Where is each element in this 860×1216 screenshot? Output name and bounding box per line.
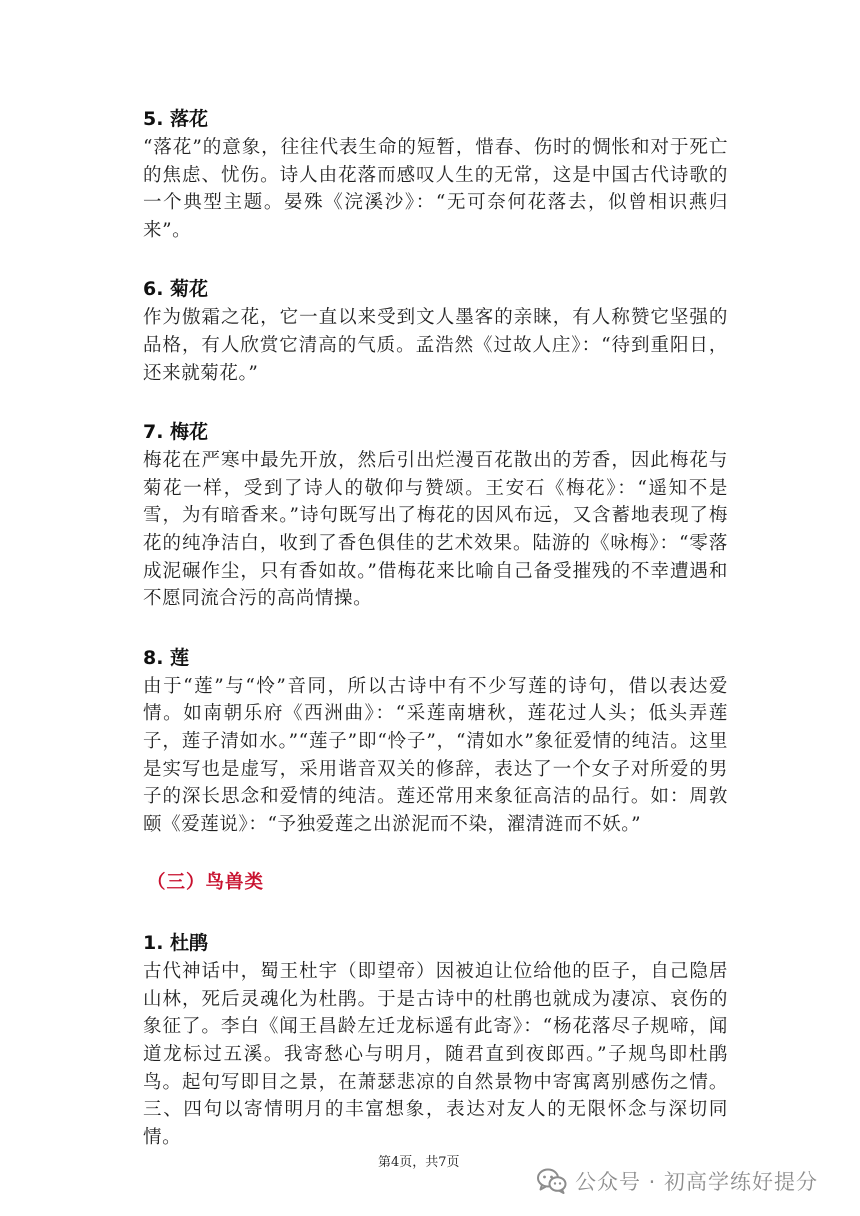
section-heading: （三）鸟兽类 <box>147 872 265 894</box>
item-meihua <box>143 417 728 613</box>
spacer <box>143 613 728 643</box>
spacer <box>143 838 728 868</box>
item-title: 1. 杜鹃 <box>143 932 209 955</box>
item-title: 5. 落花 <box>143 108 209 130</box>
spacer <box>143 898 728 928</box>
item-juhua <box>143 274 728 387</box>
item-luohua <box>143 104 728 244</box>
page-number: 第4页，共7页 <box>378 1155 460 1170</box>
spacer <box>143 387 728 417</box>
watermark <box>537 1166 818 1196</box>
spacer <box>143 244 728 274</box>
item-body: 由于“莲”与“怜”音同，所以古诗中有不少写莲的诗句，借以表达爱情。如南朝乐府《西洲曲》：“采莲南塘秋，莲花过人头；低头弄莲子，莲子清如水。”“莲子”即“怜子”，“清如水”象征爱情的纯洁。这里是实写也是虚写，采用谐音双关的修辞，表达了一个女子对所爱的男子的深长思念和爱情的纯洁。莲还常用来象征高洁的品行。如：周敦颐《爱莲说》：“予独爱莲之出淤泥而不染，濯清涟而不妖。” <box>143 675 728 835</box>
item-body: “落花”的意象，往往代表生命的短暂，惜春、伤时的惆怅和对于死亡的焦虑、忧伤。诗人由花落而感叹人生的无常，这是中国古代诗歌的一个典型主题。晏殊《浣溪沙》：“无可奈何花落去，似曾相识燕归来”。 <box>143 137 728 241</box>
item-lian <box>143 643 728 839</box>
item-dujuan <box>143 928 728 1151</box>
item-body: 梅花在严寒中最先开放，然后引出烂漫百花散出的芳香，因此梅花与菊花一样，受到了诗人的敬仰与赞颂。王安石《梅花》：“遥知不是雪，为有暗香来。”诗句既写出了梅花的因风布远，又含蓄地表现了梅花的纯净洁白，收到了香色俱佳的艺术效果。陆游的《咏梅》：“零落成泥碾作尘，只有香如故。”借梅花来比喻自己备受摧残的不幸遭遇和不愿同流合污的高尚情操。 <box>143 450 728 610</box>
item-body: 古代神话中，蜀王杜宇（即望帝）因被迫让位给他的臣子，自己隐居山林，死后灵魂化为杜鹃。于是古诗中的杜鹃也就成为凄凉、哀伤的象征了。李白《闻王昌龄左迁龙标遥有此寄》：“杨花落尽子规啼，闻道龙标过五溪。我寄愁心与明月，随君直到夜郎西。”子规鸟即杜鹃鸟。起句写即目之景，在萧瑟悲凉的自然景物中寄寓离别感伤之情。三、四句以寄情明月的丰富想象，表达对友人的无限怀念与深切同情。 <box>143 961 728 1148</box>
watermark-text: 公众号 · 初高学练好提分 <box>575 1170 819 1194</box>
item-body: 作为傲霜之花，它一直以来受到文人墨客的亲睐，有人称赞它坚强的品格，有人欣赏它清高的气质。孟浩然《过故人庄》：“待到重阳日，还来就菊花。” <box>143 307 728 384</box>
item-title: 7. 梅花 <box>143 421 209 444</box>
document-page <box>143 104 728 1151</box>
item-title: 6. 菊花 <box>143 278 209 301</box>
item-title: 8. 莲 <box>143 646 190 669</box>
wechat-icon <box>537 1168 567 1194</box>
